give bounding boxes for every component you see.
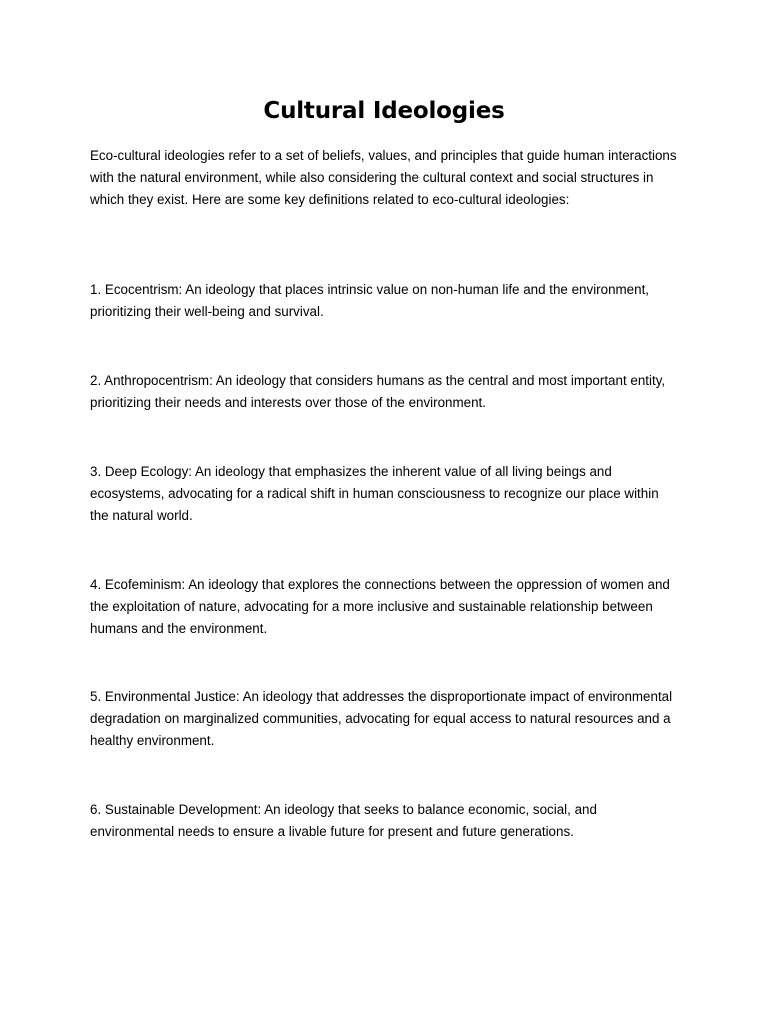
definition-sustainable-development: 6. Sustainable Development: An ideology that seeks to balance economic, social, and environmental needs to ensure a livable future for present and future generations. bbox=[90, 802, 597, 839]
definition-ecofeminism: 4. Ecofeminism: An ideology that explores the connections between the oppression of women and the exploitation of nature, advocating for a more inclusive and sustainable relationship between humans and the environment. bbox=[90, 577, 670, 636]
intro-paragraph: Eco-cultural ideologies refer to a set of beliefs, values, and principles that guide human interactions with the natural environment, while also considering the cultural context and social structures in which they exist. Here are some key definitions related to eco-cultural ideologies: bbox=[90, 148, 677, 207]
document-title: Cultural Ideologies bbox=[263, 98, 505, 124]
definition-deep-ecology: 3. Deep Ecology: An ideology that emphasizes the inherent value of all living beings and ecosystems, advocating for a radical shift in human consciousness to recognize our place within the natural world. bbox=[90, 464, 659, 523]
definition-environmental-justice: 5. Environmental Justice: An ideology that addresses the disproportionate impact of environmental degradation on marginalized communities, advocating for equal access to natural resources and a healthy environment. bbox=[90, 689, 673, 748]
definition-ecocentrism: 1. Ecocentrism: An ideology that places intrinsic value on non-human life and the environment, prioritizing their well-being and survival. bbox=[90, 282, 650, 319]
definition-anthropocentrism: 2. Anthropocentrism: An ideology that considers humans as the central and most important entity, prioritizing their needs and interests over those of the environment. bbox=[90, 373, 666, 410]
